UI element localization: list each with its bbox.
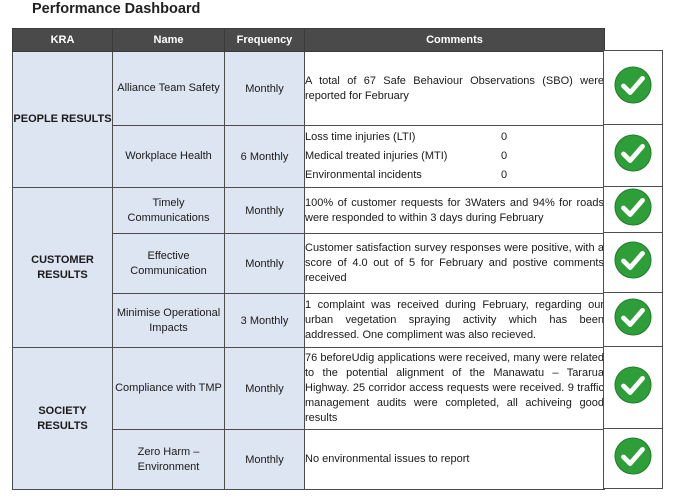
metric-line xyxy=(305,128,604,147)
table-row xyxy=(13,348,605,430)
metric-line xyxy=(305,147,604,166)
kra-society: SOCIETY RESULTS xyxy=(13,348,113,490)
metric-label: Loss time injuries (LTI) xyxy=(305,131,416,143)
status-cell xyxy=(604,347,663,429)
row-comment: 76 beforeUdig applications were received, many were related to the potential alignment of the Manawatu – Tararua Highway. 25 corridor access requests were received. 9 traffic management audits were completed, all achiveing good results xyxy=(305,348,605,430)
row-comment: No environmental issues to report xyxy=(305,430,605,490)
row-name: Timely Communications xyxy=(113,188,225,234)
row-comment: Customer satisfaction survey responses were positive, with a score of 4.0 out of 5 for February and postive comments received xyxy=(305,234,605,294)
row-name: Compliance with TMP xyxy=(113,348,225,430)
status-cell xyxy=(604,293,663,347)
row-name: Workplace Health xyxy=(113,126,225,188)
check-icon xyxy=(614,298,652,336)
row-frequency: 6 Monthly xyxy=(225,126,305,188)
check-icon xyxy=(614,366,652,404)
header-kra: KRA xyxy=(13,29,113,52)
status-cell xyxy=(604,51,663,125)
check-icon xyxy=(614,241,652,279)
table-row xyxy=(13,188,605,234)
header-frequency: Frequency xyxy=(225,29,305,52)
page-title: Performance Dashboard xyxy=(32,1,201,17)
row-comment: 100% of customer requests for 3Waters and 94% for roads were responded to within 3 days during February xyxy=(305,188,605,234)
status-column xyxy=(603,50,663,489)
status-cell xyxy=(604,429,663,489)
header-name: Name xyxy=(113,29,225,52)
metric-value: 0 xyxy=(501,169,508,181)
row-name: Minimise Operational Impacts xyxy=(113,294,225,348)
row-metrics xyxy=(305,126,605,188)
metric-value: 0 xyxy=(501,131,508,143)
row-frequency: Monthly xyxy=(225,52,305,126)
header-comments: Comments xyxy=(305,29,605,52)
check-icon xyxy=(614,134,652,172)
row-comment: 1 complaint was received during February, regarding our urban vegetation spraying activity which has been addressed. One compliment was also recieved. xyxy=(305,294,605,348)
metric-line xyxy=(305,166,604,185)
metric-value: 0 xyxy=(501,150,508,162)
row-comment: A total of 67 Safe Behaviour Observations (SBO) were reported for February xyxy=(305,52,605,126)
check-icon xyxy=(614,188,652,226)
row-frequency: Monthly xyxy=(225,430,305,490)
check-icon xyxy=(614,437,652,475)
status-cell xyxy=(604,125,663,187)
check-icon xyxy=(614,66,652,104)
metric-label: Medical treated injuries (MTI) xyxy=(305,150,448,162)
row-frequency: Monthly xyxy=(225,348,305,430)
row-name: Zero Harm – Environment xyxy=(113,430,225,490)
status-cell xyxy=(604,233,663,293)
metric-label: Environmental incidents xyxy=(305,169,422,181)
row-frequency: Monthly xyxy=(225,234,305,294)
row-name: Alliance Team Safety xyxy=(113,52,225,126)
status-cell xyxy=(604,187,663,233)
row-frequency: 3 Monthly xyxy=(225,294,305,348)
row-frequency: Monthly xyxy=(225,188,305,234)
kra-people: PEOPLE RESULTS xyxy=(13,52,113,188)
kra-customer: CUSTOMER RESULTS xyxy=(13,188,113,348)
row-name: Effective Communication xyxy=(113,234,225,294)
table-header-row xyxy=(13,29,605,52)
table-row xyxy=(13,52,605,126)
performance-table xyxy=(12,28,605,490)
